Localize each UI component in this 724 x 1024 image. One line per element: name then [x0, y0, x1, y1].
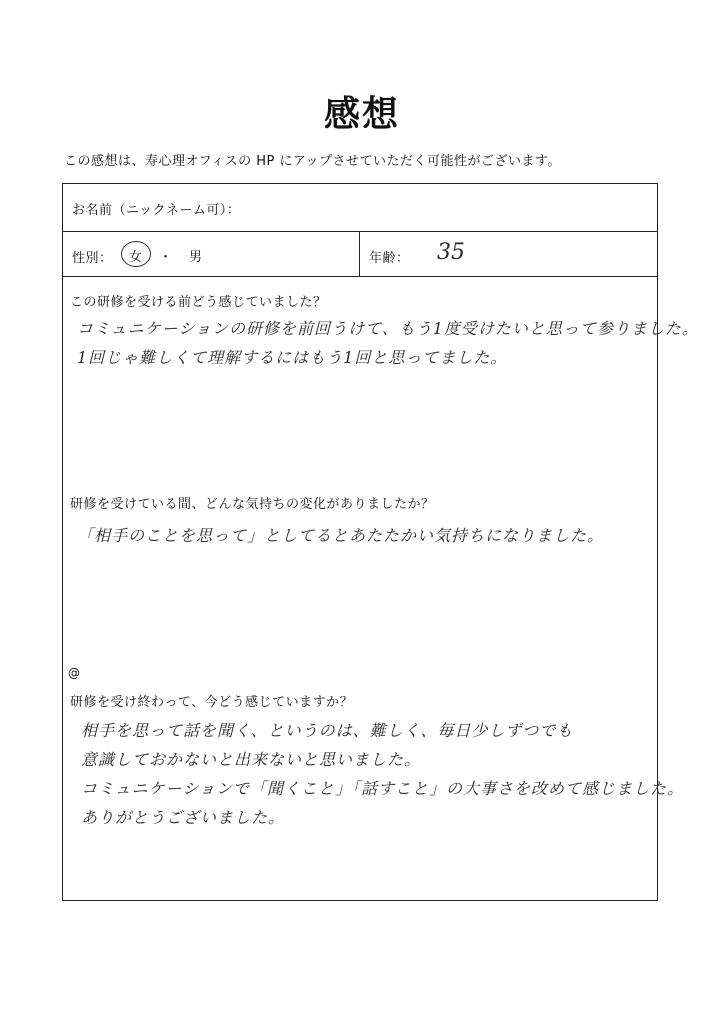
gender-separator: ・	[159, 250, 173, 265]
answer-line: 相手を思って話を聞く、というのは、難しく、毎日少しずつでも	[81, 721, 574, 740]
gender-option-male[interactable]: 男	[189, 250, 203, 265]
question-during-training: 研修を受けている間、どんな気持ちの変化がありましたか？	[70, 497, 435, 512]
column-divider	[359, 231, 360, 276]
row-divider	[63, 276, 657, 277]
page-title: 感想	[323, 94, 400, 135]
answer-line: コミュニケーションの研修を前回うけて、もう1度受けたいと思って参りました。	[77, 319, 699, 338]
gender-label: 性別：	[72, 251, 113, 266]
answer-line: 「相手のことを思って」としてるとあたたかい気持ちになりました。	[77, 526, 605, 545]
answer-during-training[interactable]	[77, 521, 604, 550]
name-label: お名前（ニックネーム可）：	[72, 203, 241, 218]
at-mark: @	[68, 666, 81, 680]
gender-option-female[interactable]: 女	[129, 250, 143, 265]
answer-line: 意識しておかないと出来ないと思いました。	[81, 750, 422, 769]
answer-line: 1回じゃ難しくて理解するにはもう1回と思ってました。	[77, 348, 508, 367]
answer-line: ありがとうございました。	[81, 808, 286, 827]
answer-line: コミュニケーションで「聞くこと」「話すこと」の大事さを改めて感じました。	[81, 779, 685, 798]
feedback-form	[62, 183, 699, 901]
age-value[interactable]: 35	[437, 240, 465, 265]
question-after-training: 研修を受け終わって、今どう感じていますか？	[70, 695, 354, 710]
publication-notice: この感想は、寿心理オフィスの HP にアップさせていただく可能性がございます。	[64, 154, 561, 169]
age-label: 年齢：	[369, 251, 410, 266]
row-divider	[63, 231, 657, 232]
answer-before-training[interactable]	[77, 314, 699, 372]
question-before-training: この研修を受ける前どう感じていました？	[70, 295, 327, 310]
answer-after-training[interactable]	[81, 716, 684, 832]
